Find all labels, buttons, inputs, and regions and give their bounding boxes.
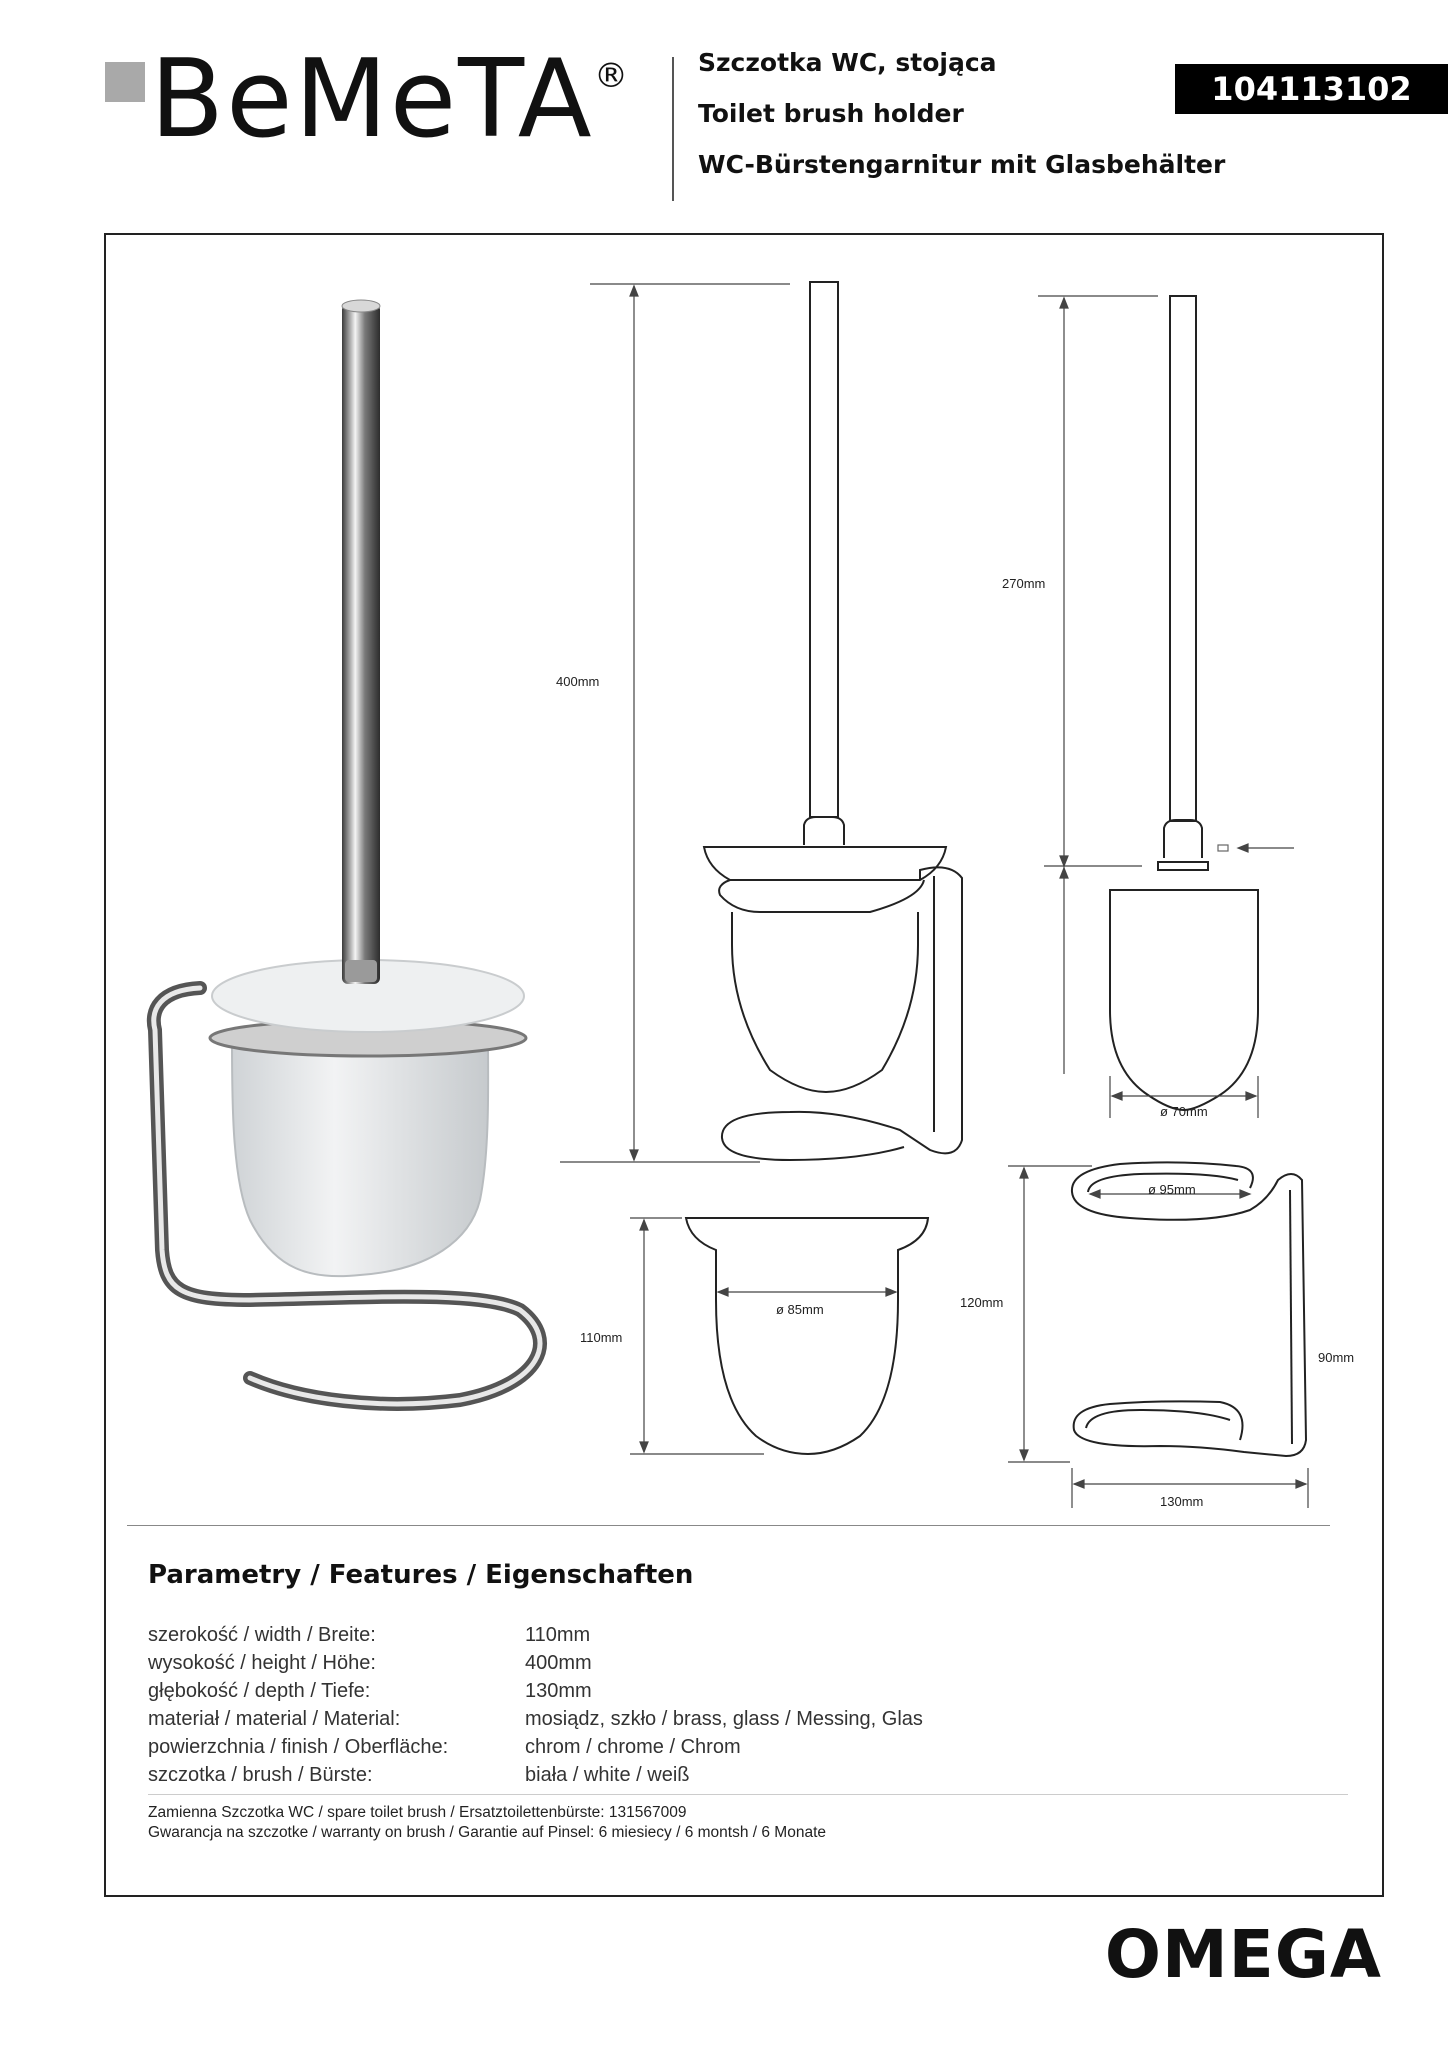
feature-value: 110mm (525, 1624, 591, 1646)
feature-value: biała / white / weiß (525, 1764, 690, 1786)
drawing-assembled-front (704, 282, 962, 1160)
title-pl: Szczotka WC, stojąca (698, 48, 997, 77)
notes-divider (148, 1794, 1348, 1795)
feature-label: głębokość / depth / Tiefe: (148, 1680, 371, 1702)
dim-label-130: 130mm (1160, 1494, 1204, 1509)
dim-85 (718, 1288, 896, 1296)
feature-label: wysokość / height / Höhe: (148, 1652, 376, 1674)
feature-value: 130mm (525, 1680, 592, 1702)
dim-400 (560, 284, 790, 1162)
feature-label: szerokość / width / Breite: (148, 1624, 376, 1646)
spare-brush-note: Zamienna Szczotka WC / spare toilet brush / Ersatztoilettenbürste: 131567009 (148, 1804, 687, 1821)
title-de: WC-Bürstengarnitur mit Glasbehälter (698, 150, 1226, 179)
dim-label-400: 400mm (556, 674, 600, 689)
product-photo (154, 300, 540, 1404)
product-code: 104113102 (1175, 64, 1448, 114)
dim-label-110: 110mm (580, 1330, 623, 1345)
feature-label: powierzchnia / finish / Oberfläche: (148, 1736, 449, 1758)
dim-label-90: 90mm (1318, 1350, 1355, 1365)
dim-label-70: ø 70mm (1160, 1104, 1208, 1119)
registered-mark: ® (594, 56, 628, 96)
dim-110 (630, 1218, 764, 1454)
dim-label-270: 270mm (1002, 576, 1046, 591)
series-name: OMEGA (1104, 1916, 1382, 1993)
dim-270 (1038, 296, 1294, 1074)
features-title: Parametry / Features / Eigenschaften (148, 1560, 694, 1590)
drawing-holder (1072, 1162, 1306, 1456)
drawing-glass (686, 1218, 928, 1454)
section-divider (127, 1525, 1330, 1526)
warranty-note: Gwarancja na szczotke / warranty on brush / Garantie auf Pinsel: 6 miesiecy / 6 montsh / 6 Monate (148, 1824, 827, 1841)
feature-label: materiał / material / Material: (148, 1708, 401, 1730)
feature-value: chrom / chrome / Chrom (525, 1736, 741, 1758)
feature-value: mosiądz, szkło / brass, glass / Messing, Glas (525, 1708, 923, 1730)
dim-120 (1008, 1166, 1092, 1462)
feature-label: szczotka / brush / Bürste: (148, 1764, 373, 1786)
title-en: Toilet brush holder (698, 99, 964, 128)
dim-label-85: ø 85mm (776, 1302, 824, 1317)
dim-label-95: ø 95mm (1148, 1182, 1196, 1197)
feature-value: 400mm (525, 1652, 592, 1674)
dim-label-120: 120mm (960, 1295, 1004, 1310)
drawing-brush (1110, 296, 1258, 1110)
brand-logo: BeMeTA (150, 37, 594, 162)
